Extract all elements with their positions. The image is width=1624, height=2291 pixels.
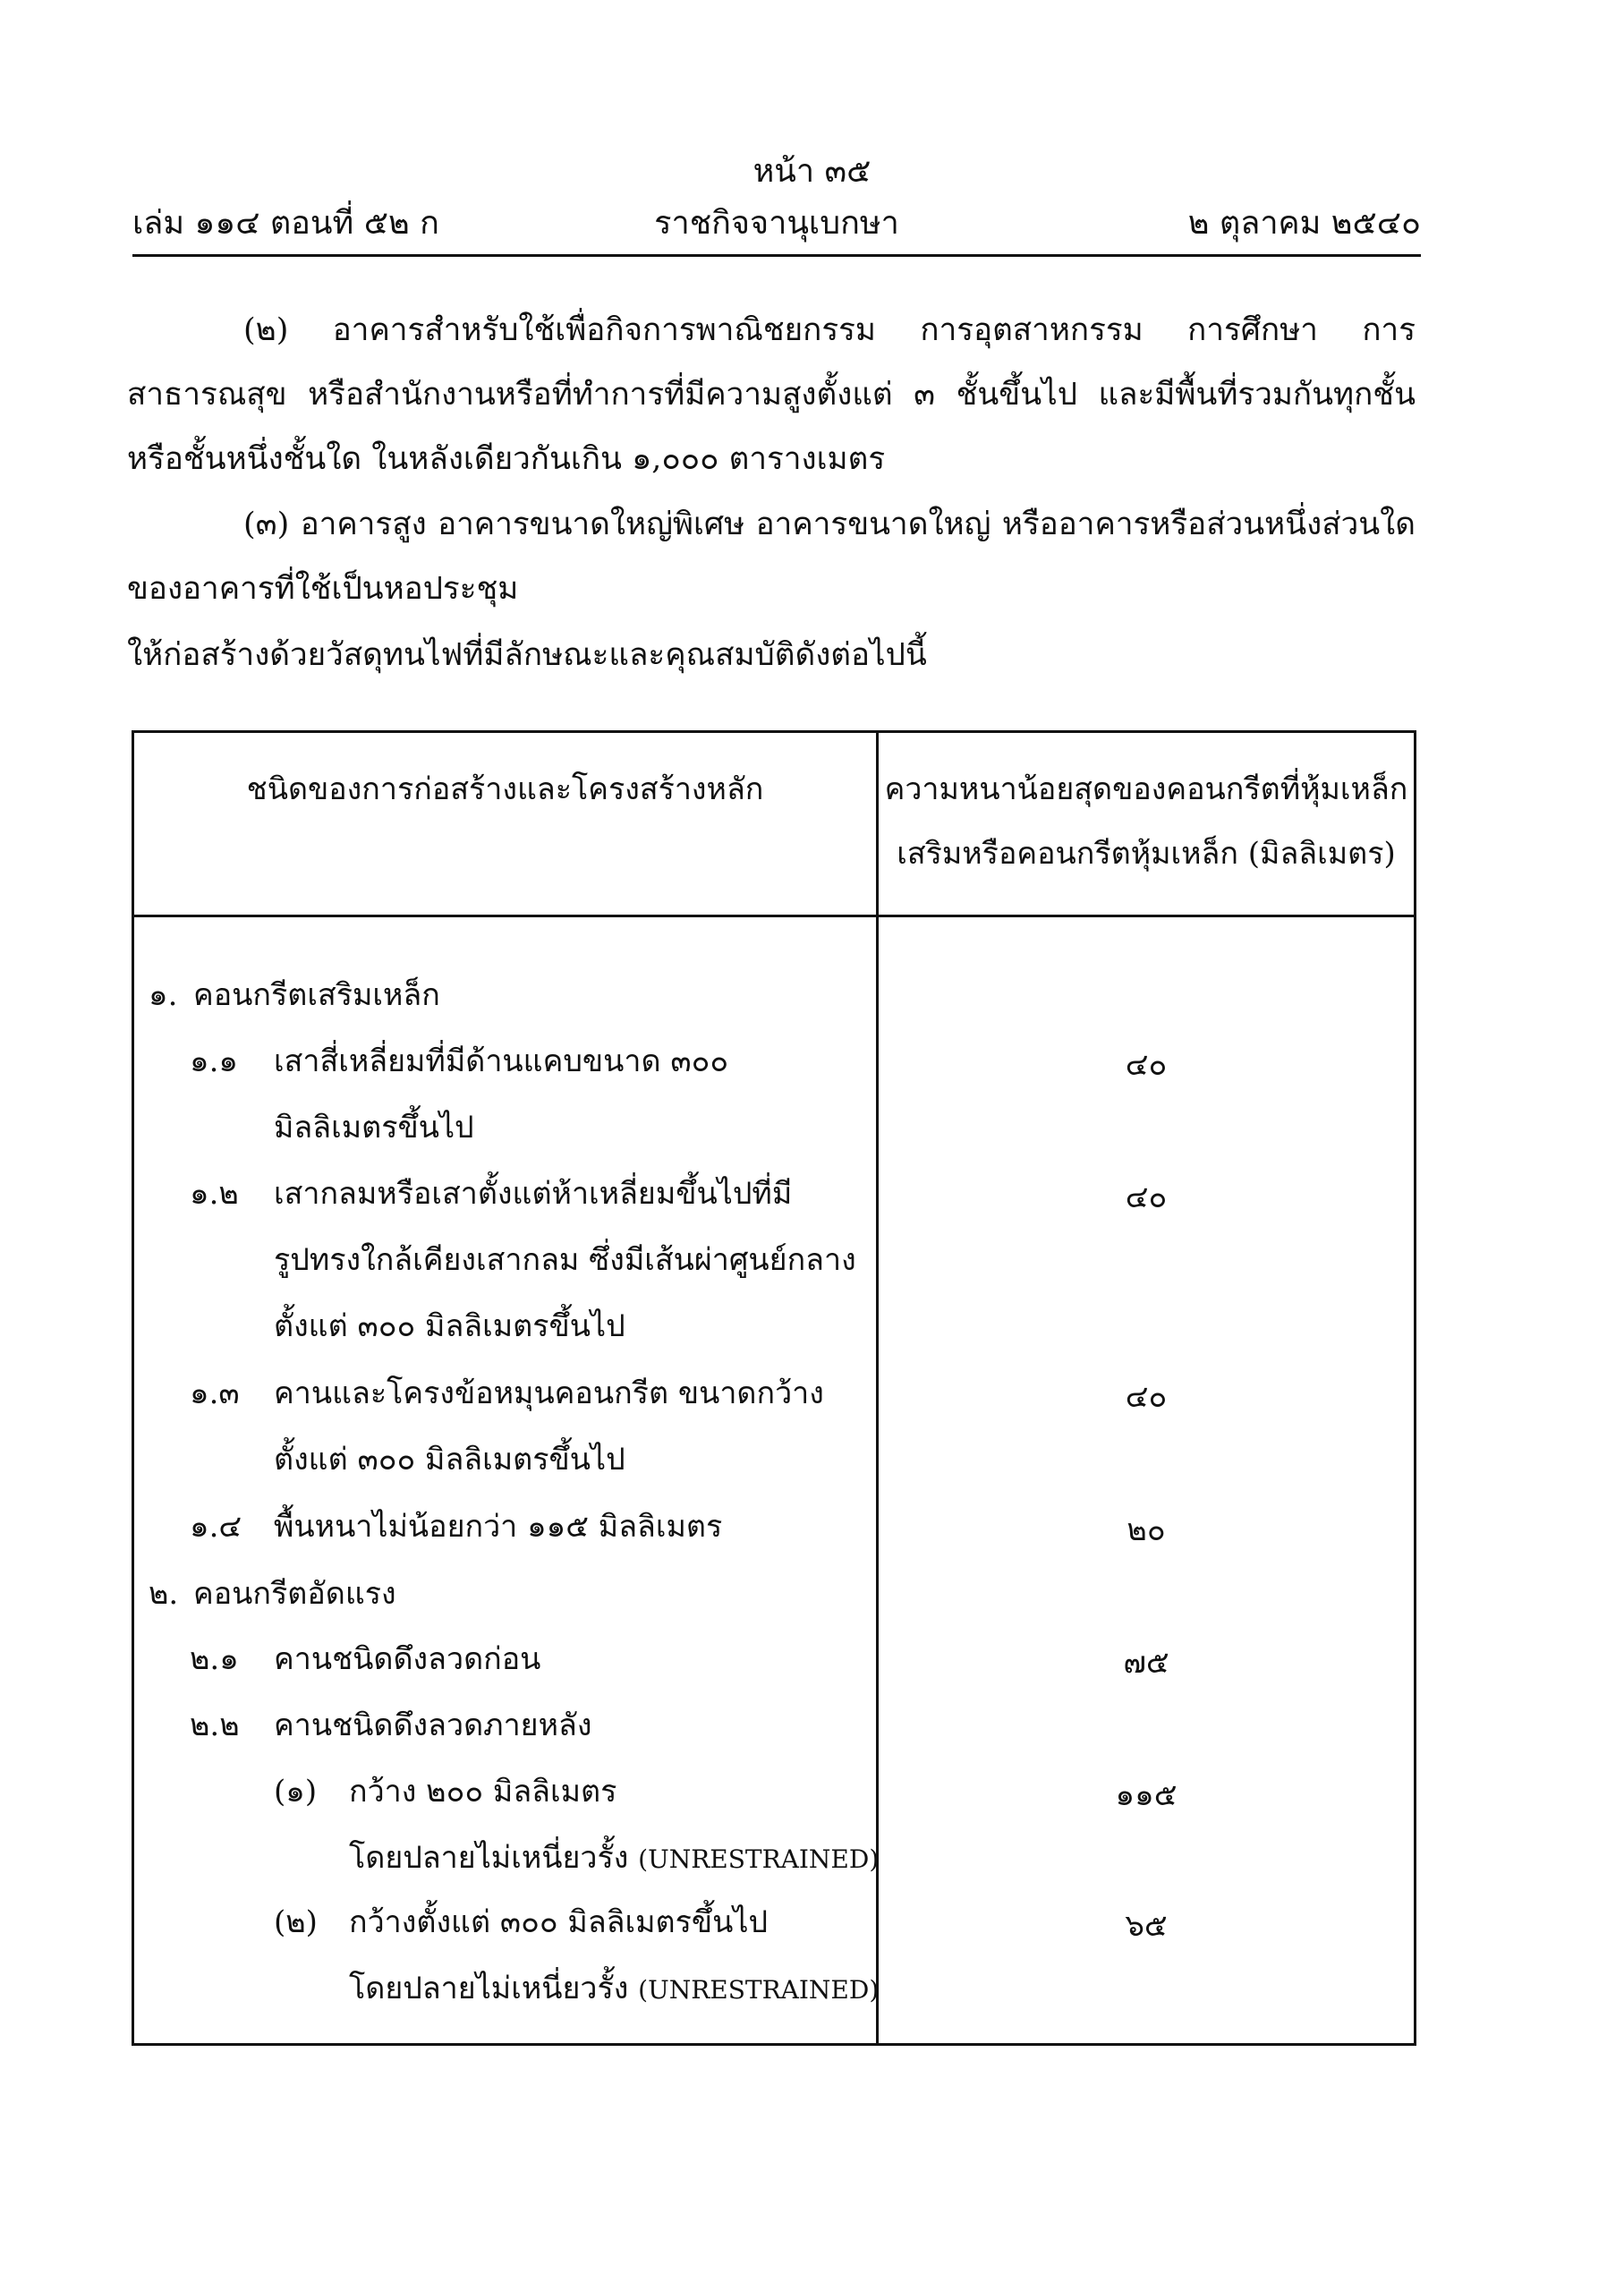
table-header-divider [132, 915, 1416, 917]
table-row-text: คอนกรีตเสริมเหล็ก [193, 977, 440, 1013]
table-row-text: คอนกรีตอัดแรง [193, 1576, 396, 1612]
header-divider [132, 254, 1421, 257]
table-row-number: ๒.๑ [190, 1641, 239, 1677]
table-row-text: คานชนิดดึงลวดภายหลัง [274, 1708, 592, 1743]
table-row-value: ๖๕ [1125, 1908, 1168, 1944]
table-row-text: มิลลิเมตรขึ้นไป [274, 1110, 474, 1146]
table-row-text: กว้าง ๒๐๐ มิลลิเมตร [349, 1774, 617, 1810]
table-row-text: ตั้งแต่ ๓๐๐ มิลลิเมตรขึ้นไป [274, 1442, 625, 1478]
publication-name: ราชกิจจานุเบกษา [654, 205, 899, 242]
table-row-text: พื้นหนาไม่น้อยกว่า ๑๑๕ มิลลิเมตร [274, 1509, 723, 1545]
paragraph-item-2 [127, 298, 1416, 491]
table-row-text: รูปทรงใกล้เคียงเสากลม ซึ่งมีเส้นผ่าศูนย์กลาง [274, 1242, 856, 1278]
table-header-thickness-line2: เสริมหรือคอนกรีตหุ้มเหล็ก (มิลลิเมตร) [897, 836, 1396, 872]
table-row-number: ๑.๒ [190, 1176, 239, 1212]
publication-date: ๒ ตุลาคม ๒๕๔๐ [1187, 205, 1421, 242]
table-header-thickness-line1: ความหนาน้อยสุดของคอนกรีตที่หุ้มเหล็ก [884, 771, 1408, 807]
table-row-number: ๑. [149, 977, 178, 1013]
table-row-text: ตั้งแต่ ๓๐๐ มิลลิเมตรขึ้นไป [274, 1308, 625, 1344]
paragraph-item-3 [127, 492, 1416, 621]
table-row-number: (๒) [274, 1904, 318, 1940]
table-row-number: ๑.๔ [190, 1509, 242, 1545]
paragraph-text: ให้ก่อสร้างด้วยวัสดุทนไฟที่มีลักษณะและคุณสมบัติดังต่อไปนี้ [127, 637, 927, 673]
table-row-value: ๔๐ [1125, 1180, 1168, 1215]
table-row-value: ๔๐ [1125, 1047, 1168, 1083]
table-row-value: ๔๐ [1125, 1379, 1168, 1415]
table-row-text: เสาสี่เหลี่ยมที่มีด้านแคบขนาด ๓๐๐ [274, 1043, 729, 1079]
table-row-number: ๒.๒ [190, 1708, 240, 1743]
table-header-thickness [879, 757, 1414, 886]
table-row-number: ๑.๓ [190, 1375, 240, 1411]
volume-issue: เล่ม ๑๑๔ ตอนที่ ๕๒ ก [132, 205, 439, 242]
table-row-value: ๑๑๕ [1115, 1777, 1178, 1813]
table-row-text: เสากลมหรือเสาตั้งแต่ห้าเหลี่ยมขึ้นไปที่มี [274, 1176, 793, 1212]
page-number: หน้า ๓๕ [752, 153, 872, 190]
table-row-text: คานชนิดดึงลวดก่อน [274, 1641, 541, 1677]
table-row-value: ๗๕ [1123, 1645, 1169, 1681]
table-row-value: ๒๐ [1127, 1512, 1166, 1548]
table-row-text: กว้างตั้งแต่ ๓๐๐ มิลลิเมตรขึ้นไป [349, 1904, 769, 1940]
table-row-number: ๒. [149, 1576, 179, 1612]
document-header [132, 199, 1421, 249]
table-row-text: โดยปลายไม่เหนี่ยวรั้ง (UNRESTRAINED) [349, 1971, 880, 2006]
paragraph-text: (๓) อาคารสูง อาคารขนาดใหญ่พิเศษ อาคารขนาดใหญ่ หรืออาคารหรือส่วนหนึ่งส่วนใด ของอาคารที่ใช้เป็นหอประชุม [127, 507, 1416, 607]
table-row-number: (๑) [274, 1774, 318, 1810]
paragraph-text: (๒) อาคารสำหรับใช้เพื่อกิจการพาณิชยกรรม การอุตสาหกรรม การศึกษา การสาธารณสุข หรือสำนักงานหรือที่ทำการที่มีความสูงตั้งแต่ ๓ ชั้นขึ้นไป และมีพื้นที่รวมกันทุกชั้นหรือชั้นหนึ่งชั้นใด ในหลังเดียวกันเกิน ๑,๐๐๐ ตารางเมตร [127, 312, 1416, 477]
table-row-number: ๑.๑ [190, 1043, 238, 1079]
table-row-text: โดยปลายไม่เหนี่ยวรั้ง (UNRESTRAINED) [349, 1840, 880, 1876]
table-row-text: คานและโครงข้อหมุนคอนกรีต ขนาดกว้าง [274, 1375, 824, 1411]
paragraph-instruction [127, 623, 1416, 687]
table-header-type: ชนิดของการก่อสร้างและโครงสร้างหลัก [246, 771, 764, 807]
